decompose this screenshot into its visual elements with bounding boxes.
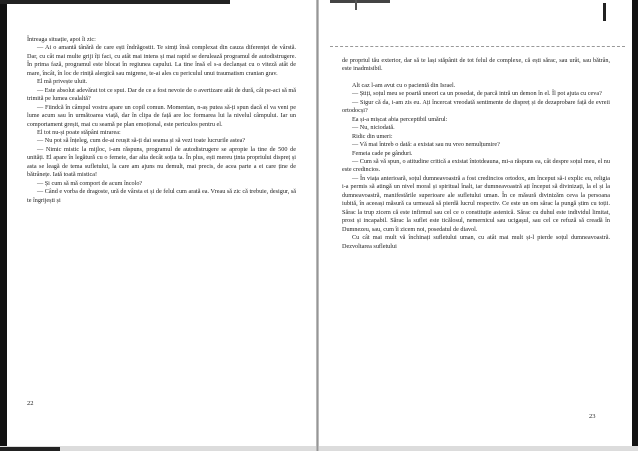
right-page xyxy=(318,0,638,451)
paragraph: — Știți, soțul meu se poartă uneori ca un posedat, de parcă intră un demon în el. Îl pot ajuta cu ceva? xyxy=(352,90,602,98)
paragraph: — În viața anterioară, soțul dumneavoastră a fost credincios ortodox, am început să-i explic eu, religia i-a permis să atingă un nivel moral și spiritual înalt, iar dumneavoastră ați început să divinizați, la el și la dumneavoastră, manifestările superioare ale sufletului uman. În ce măsură divinizăm ceva la persoana iubită, în aceeași măsură ca urmează să pierdă lucrul respectiv. Ce este un om sărac la pungă știm cu toții. Sărac la trup zicem că este infirmul sau cel ce o constituție astenică. Sărac cu duhul este individul limitat, prost și incapabil. Sărac la suflet este ticălosul, nemernicul sau ucigașul, sau cel ce refuză să creadă în Dumnezeu, sau, cum îi zicem noi, posedatul de diavol. xyxy=(342,174,610,233)
paragraph: — Vă mai întreb o dată: a existat sau nu vreo nemulțumire? xyxy=(352,141,500,149)
paragraph: — Nu, niciodată. xyxy=(352,124,395,132)
paragraph: — Este absolut adevărat tot ce spui. Dar de ce a fost nevoie de o avertizare atât de dură, cât pe-aci să mă trimită pe lumea cealaltă? xyxy=(27,86,296,103)
paragraph: Ea și-a mișcat abia perceptibil umărul: xyxy=(352,115,448,123)
page-number: 22 xyxy=(27,400,34,407)
page-number: 23 xyxy=(589,413,596,420)
paragraph: Cu cât mai mult vă închinați sufletului uman, cu atât mai mult și-l pierde soțul dumneavoastră. Dezvoltarea sufletului xyxy=(342,234,610,250)
paragraph: — Sigur că da, i-am zis eu. Ați încercat vreodată sentimente de dispreț și de dezaprobare față de evreii ortodocși? xyxy=(342,98,610,115)
paragraph: — Nu pot să înțeleg, cum de-ai reușit să-ți dai seama și să vezi toate lucrurile astea? xyxy=(37,137,246,145)
paragraph: Femeia cade pe gânduri. xyxy=(352,149,413,157)
paragraph: — Ai o amantă tânără de care ești îndrăgostit. Te simți însă complexat din cauza diferenței de vârstă. Dar, cu cât mai multe griji îți faci, cu atât mai intens și mai rapid se derulează programul de autodistrugere. În prima fază, programul este blocat în regiunea capului. La tine însă el s-a declanșat cu o viteză atât de mare, încât, în loc de riniță alergică sau migrene, te-ai ales cu periculul unui traumatism cranian grav. xyxy=(27,44,296,77)
right-page-text xyxy=(342,57,610,251)
paragraph: — Și cum să mă comport de acum încolo? xyxy=(37,179,143,187)
paragraph: Întreaga situație, apoi îi zic: xyxy=(27,36,96,43)
paragraph: — Fiindcă în câmpul vostru apare un copil comun. Momentan, n-aș putea să-ți spun dacă el va veni pe lume acum sau în următoarea viață, dar în clipa de față are loc formarea lui la nivelul câmpului. Iar un comportament greșit, mai cu seamă pe plan emoțional, este periculos pentru el. xyxy=(27,103,296,128)
left-page-text xyxy=(27,36,296,205)
paragraph: de propriul tău exterior, dar să te lași stăpânit de tot felul de complexe, că ești sărac, sau urât, sau bătrân, este inadmisibil. xyxy=(342,57,610,73)
paragraph: — Când e vorba de dragoste, ură de vârsta ei și de felul cum arată ea. Vreau să zic că trebuie, desigur, să te îngrijești și xyxy=(27,188,296,204)
paragraph: El mă privește uluit. xyxy=(37,78,88,86)
paragraph: Ridic din umeri: xyxy=(352,132,393,140)
paragraph: — Nimic mistic la mijloc, i-am răspuns, programul de autodistrugere se apropie la tine de 500 de unități. El apare în legătură cu o femeie, dar alta decât soția ta. În plus, ești mereu ținta propriului dispreț și asta se leagă de tema sufletului, la care am ajuns nu demult, mai precis, de acea parte a ei care ține de bătrânețe. Iată toată mistica! xyxy=(27,145,296,179)
paragraph: El tot nu-și poate stăpâni mirarea: xyxy=(37,128,121,136)
paragraph: Alt caz l-am avut cu o pacientă din Israel. xyxy=(352,81,456,89)
paragraph: — Cum să vă spun, o atitudine critică a existat întotdeauna, mi-a răspuns ea, cât despre soțul meu, el nu este credincios. xyxy=(342,157,610,174)
left-page xyxy=(0,0,318,451)
